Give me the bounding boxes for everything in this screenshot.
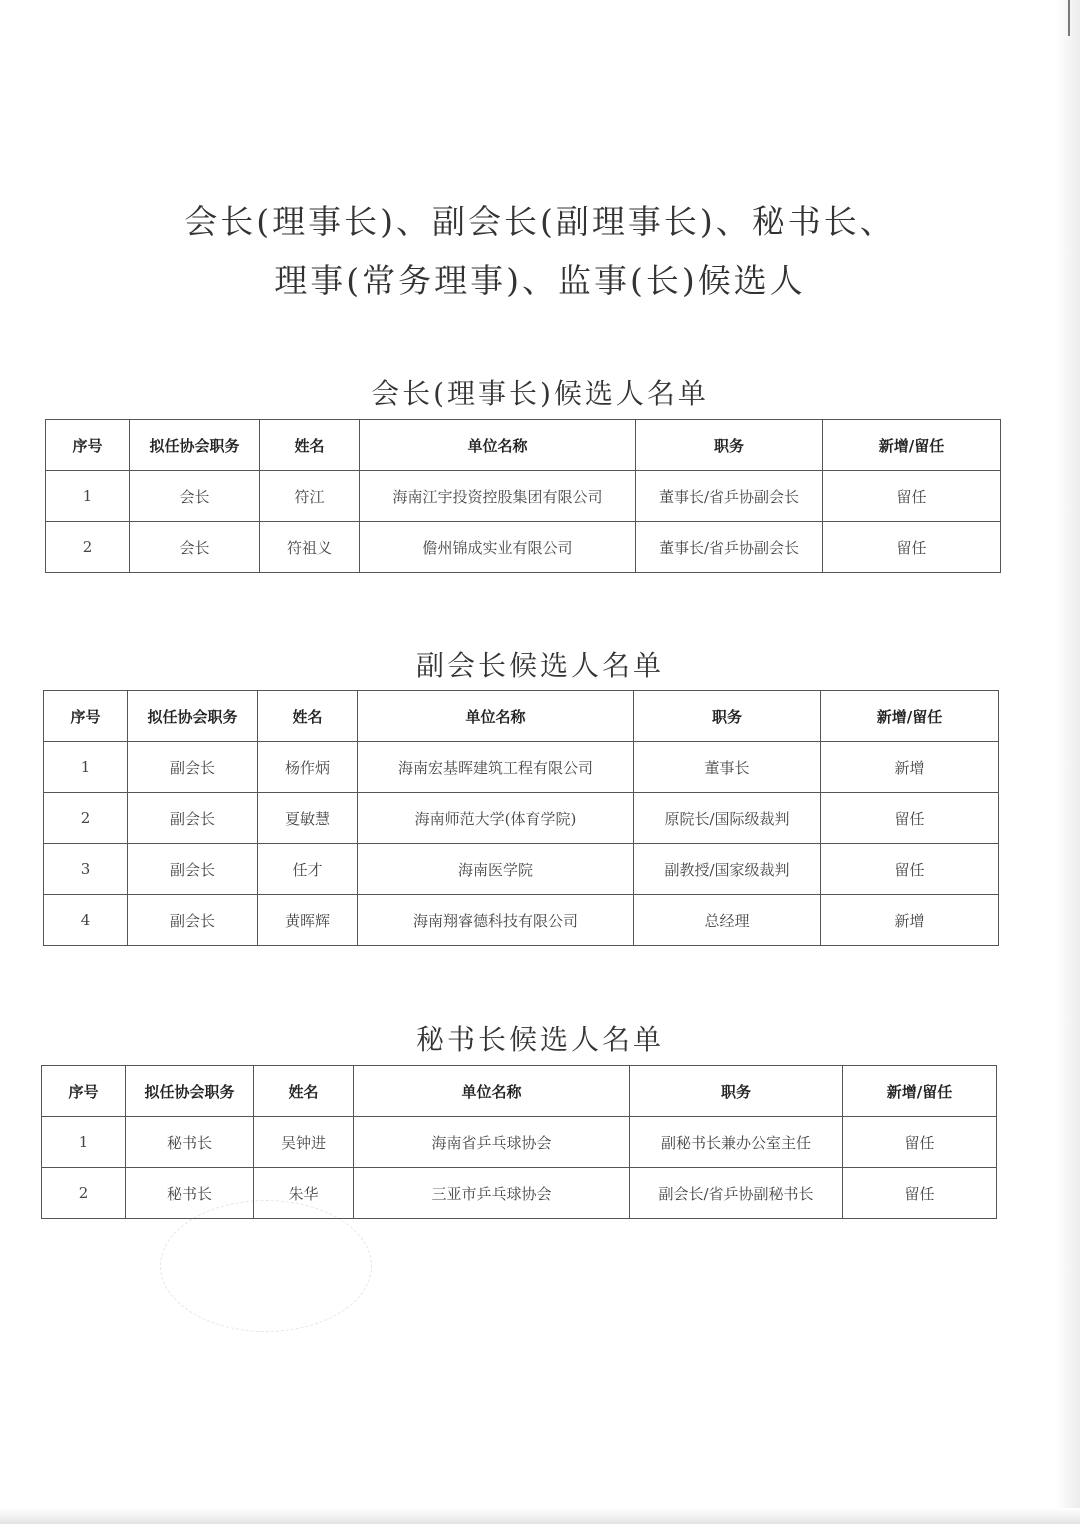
col-header-name: 姓名 [254,1066,354,1117]
cell-role: 会长 [130,522,260,573]
cell-seq: 4 [44,895,128,946]
cell-status: 留任 [821,793,999,844]
table-row [44,742,999,793]
cell-status: 新增 [821,742,999,793]
table-row [46,522,1001,573]
col-header-org: 单位名称 [360,420,636,471]
col-header-position: 职务 [636,420,823,471]
table-row [42,1168,997,1219]
cell-seq: 1 [46,471,130,522]
cell-role: 副会长 [128,895,258,946]
cell-position: 副教授/国家级裁判 [634,844,821,895]
table-row [46,471,1001,522]
cell-name: 黄晖辉 [258,895,358,946]
col-header-seq: 序号 [46,420,130,471]
cell-org: 海南师范大学(体育学院) [358,793,634,844]
cell-name: 杨作炳 [258,742,358,793]
cell-org: 海南省乒乓球协会 [354,1117,630,1168]
col-header-role: 拟任协会职务 [126,1066,254,1117]
cell-org: 海南翔睿德科技有限公司 [358,895,634,946]
col-header-status: 新增/留任 [821,691,999,742]
cell-seq: 2 [42,1168,126,1219]
scan-edge-mark [1068,0,1070,36]
cell-status: 留任 [823,522,1001,573]
document-title-line-2: 理事(常务理事)、监事(长)候选人 [274,261,806,300]
cell-position: 董事长 [634,742,821,793]
cell-org: 三亚市乒乓球协会 [354,1168,630,1219]
cell-status: 新增 [821,895,999,946]
table-header-row [44,691,999,742]
col-header-seq: 序号 [44,691,128,742]
cell-position: 副秘书长兼办公室主任 [630,1117,843,1168]
cell-role: 副会长 [128,742,258,793]
cell-org: 儋州锦成实业有限公司 [360,522,636,573]
col-header-org: 单位名称 [354,1066,630,1117]
president-candidates-table [45,419,1001,573]
cell-role: 秘书长 [126,1168,254,1219]
table-row [44,895,999,946]
col-header-name: 姓名 [260,420,360,471]
col-header-status: 新增/留任 [823,420,1001,471]
table-header-row [42,1066,997,1117]
cell-seq: 2 [44,793,128,844]
cell-org: 海南宏基晖建筑工程有限公司 [358,742,634,793]
table-header-row [46,420,1001,471]
col-header-role: 拟任协会职务 [128,691,258,742]
table-row [44,844,999,895]
cell-position: 董事长/省乒协副会长 [636,522,823,573]
document-title-line-1: 会长(理事长)、副会长(副理事长)、秘书长、 [184,202,896,241]
secretary-general-section-title: 秘书长候选人名单 [415,1023,664,1056]
vice-president-section-title: 副会长候选人名单 [415,649,664,682]
cell-status: 留任 [821,844,999,895]
cell-position: 原院长/国际级裁判 [634,793,821,844]
cell-name: 朱华 [254,1168,354,1219]
cell-name: 符祖义 [260,522,360,573]
table-row [42,1117,997,1168]
cell-role: 秘书长 [126,1117,254,1168]
cell-role: 副会长 [128,844,258,895]
cell-role: 副会长 [128,793,258,844]
cell-status: 留任 [843,1168,997,1219]
cell-org: 海南江宇投资控股集团有限公司 [360,471,636,522]
col-header-status: 新增/留任 [843,1066,997,1117]
cell-position: 董事长/省乒协副会长 [636,471,823,522]
col-header-role: 拟任协会职务 [130,420,260,471]
cell-position: 总经理 [634,895,821,946]
cell-status: 留任 [843,1117,997,1168]
cell-seq: 1 [42,1117,126,1168]
cell-position: 副会长/省乒协副秘书长 [630,1168,843,1219]
cell-name: 吴钟进 [254,1117,354,1168]
cell-seq: 2 [46,522,130,573]
col-header-seq: 序号 [42,1066,126,1117]
cell-status: 留任 [823,471,1001,522]
table-row [44,793,999,844]
cell-role: 会长 [130,471,260,522]
cell-name: 任才 [258,844,358,895]
col-header-org: 单位名称 [358,691,634,742]
president-section-title: 会长(理事长)候选人名单 [371,377,709,410]
vice-president-candidates-table [43,690,999,946]
faint-seal-stamp [160,1200,372,1332]
cell-org: 海南医学院 [358,844,634,895]
cell-seq: 3 [44,844,128,895]
cell-seq: 1 [44,742,128,793]
scan-bottom-shadow [0,1508,1080,1524]
col-header-position: 职务 [634,691,821,742]
col-header-position: 职务 [630,1066,843,1117]
col-header-name: 姓名 [258,691,358,742]
cell-name: 夏敏慧 [258,793,358,844]
cell-name: 符江 [260,471,360,522]
secretary-general-candidates-table [41,1065,997,1219]
